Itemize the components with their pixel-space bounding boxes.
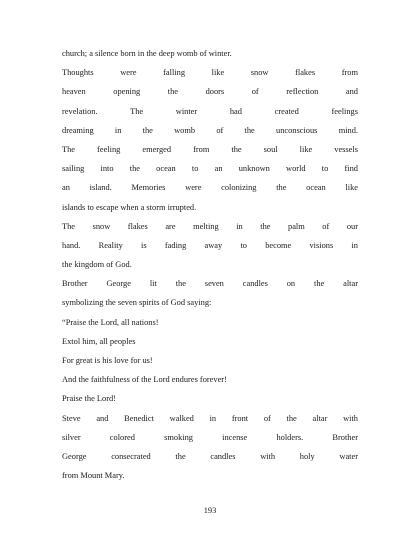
text-line: sailing into the ocean to an unknown world to find	[62, 164, 358, 174]
text-line: Thoughts were falling like snow flakes from	[62, 68, 358, 78]
text-line: an island. Memories were colonizing the ocean like	[62, 183, 358, 193]
text-line: Steve and Benedict walked in front of the altar with	[62, 413, 358, 423]
text-line: dreaming in the womb of the unconscious mind.	[62, 125, 358, 135]
text-line: “Praise the Lord, all nations!	[62, 317, 159, 327]
text-line: For great is his love for us!	[62, 356, 153, 365]
text-line: The snow flakes are melting in the palm of our	[62, 221, 358, 231]
text-line: Extol him, all peoples	[62, 336, 136, 346]
body-text	[62, 44, 358, 485]
text-line: Brother George lit the seven candles on the altar	[62, 279, 358, 289]
text-line: Praise the Lord!	[62, 394, 116, 404]
text-line: islands to escape when a storm irrupted.	[62, 202, 197, 212]
text-line: church; a silence born in the deep womb of winter.	[62, 49, 232, 58]
text-line: symbolizing the seven spirits of God saying:	[62, 298, 212, 308]
text-line: And the faithfulness of the Lord endures forever!	[62, 375, 227, 385]
text-line: from Mount Mary.	[62, 471, 125, 481]
text-line: hand. Reality is fading away to become visions in	[62, 240, 358, 250]
text-line: The feeling emerged from the soul like vessels	[62, 144, 358, 154]
page-number: 193	[203, 506, 217, 515]
text-line: revelation. The winter had created feelings	[62, 106, 358, 116]
text-line: silver colored smoking incense holders. Brother	[62, 432, 358, 442]
text-line: the kingdom of God.	[62, 260, 132, 270]
text-line: heaven opening the doors of reflection and	[62, 87, 358, 97]
text-line: George consecrated the candles with holy water	[62, 451, 358, 461]
